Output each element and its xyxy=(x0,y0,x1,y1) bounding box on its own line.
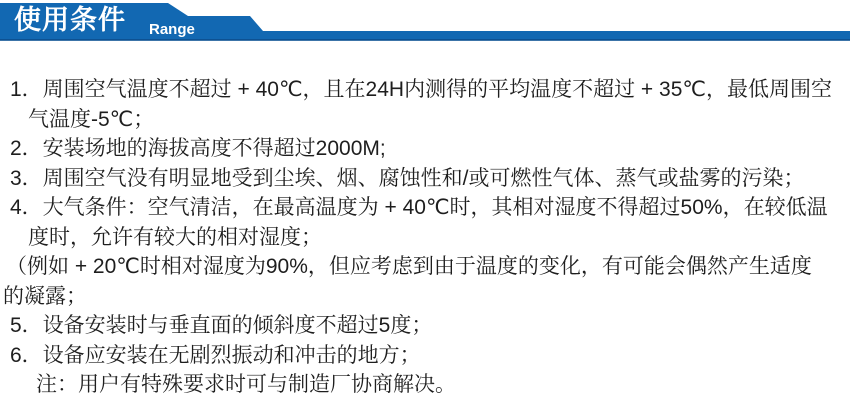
header-banner xyxy=(0,0,850,44)
condition-line-6: 度时，允许有较大的相对湿度； xyxy=(28,225,322,249)
page-title: 使用条件 xyxy=(14,5,126,35)
condition-line-11: 注：用户有特殊要求时可与制造厂协商解决。 xyxy=(36,373,456,396)
condition-line-9: 5．设备安装时与垂直面的倾斜度不超过5度； xyxy=(10,314,433,337)
condition-line-2: 气温度-5℃； xyxy=(28,107,155,131)
conditions-list xyxy=(0,75,850,400)
condition-line-8: 的凝露； xyxy=(3,284,87,308)
condition-line-1: 1．周围空气温度不超过 + 40℃，且在24H内测得的平均温度不超过 + 35℃，最低周围空 xyxy=(10,78,832,101)
condition-line-7: （例如 + 20℃时相对湿度为90%，但应考虑到由于温度的变化，有可能会偶然产生适度 xyxy=(6,255,812,278)
page-subtitle: Range xyxy=(149,21,195,38)
condition-line-5: 4．大气条件：空气清洁，在最高温度为 + 40℃时，其相对湿度不得超过50%，在较低温 xyxy=(10,196,828,219)
banner-shape xyxy=(0,0,850,44)
condition-line-10: 6．设备应安装在无剧烈振动和冲击的地方； xyxy=(10,343,421,367)
condition-line-3: 2．安装场地的海拔高度不得超过2000M; xyxy=(10,137,386,160)
condition-line-4: 3．周围空气没有明显地受到尘埃、烟、腐蚀性和/或可燃性气体、蒸气或盐雾的污染； xyxy=(10,166,805,190)
